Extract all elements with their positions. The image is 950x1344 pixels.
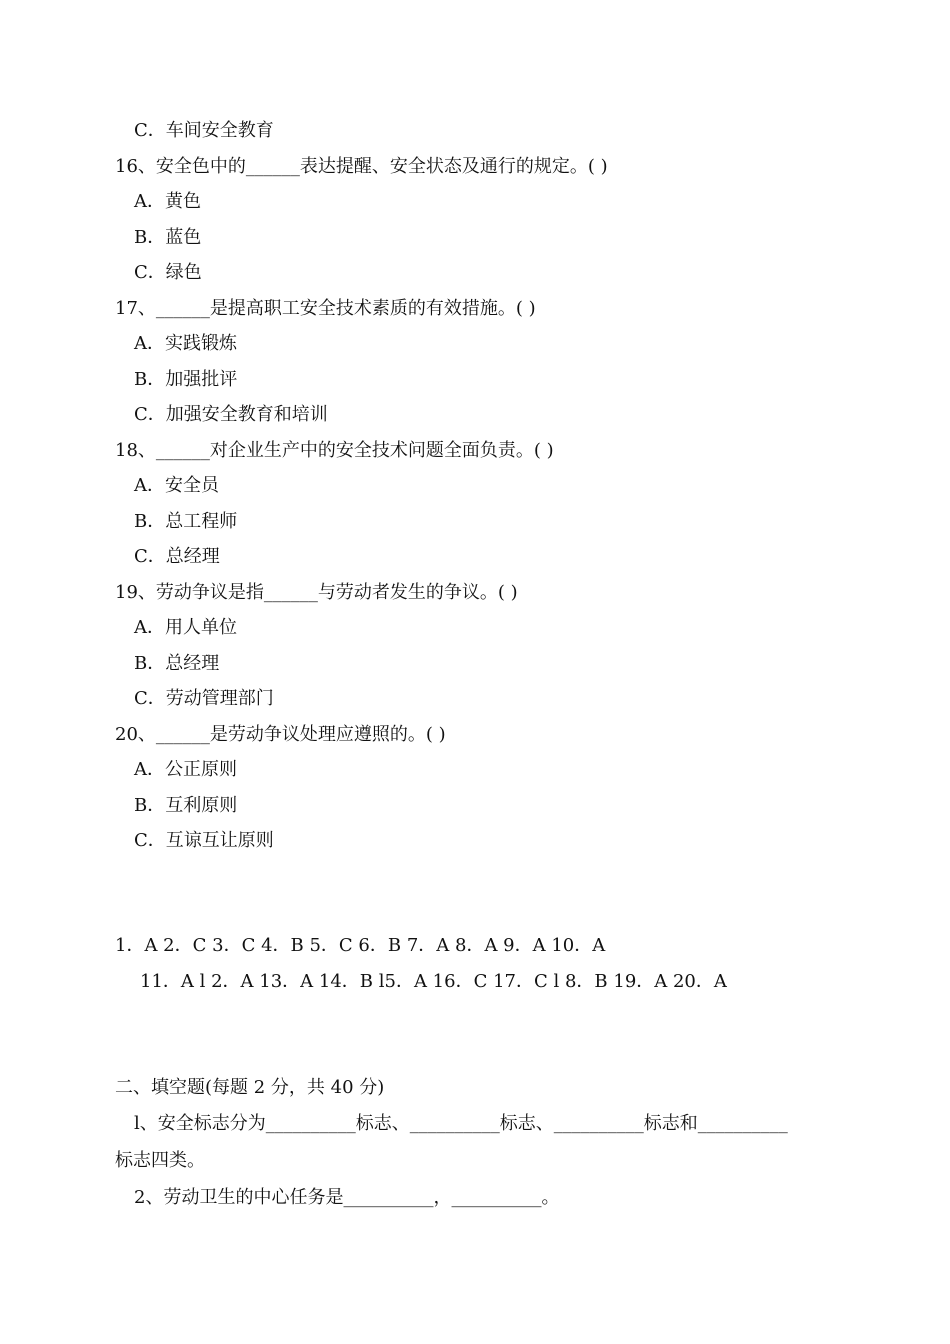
option-19-b: B．总经理 bbox=[134, 653, 220, 674]
fill-item-2: 2、劳动卫生的中心任务是__________，__________。 bbox=[134, 1187, 560, 1208]
option-18-b: B．总工程师 bbox=[134, 511, 238, 532]
option-16-a: A．黄色 bbox=[134, 191, 201, 212]
option-20-c: C．互谅互让原则 bbox=[134, 830, 274, 851]
option-20-a: A．公正原则 bbox=[134, 759, 237, 780]
option-19-a: A．用人单位 bbox=[134, 617, 237, 638]
option-16-b: B．蓝色 bbox=[134, 227, 202, 248]
option-17-b: B．加强批评 bbox=[134, 369, 238, 390]
option-16-c: C．绿色 bbox=[134, 262, 202, 283]
section-2-title: 二、填空题(每题 2 分，共 40 分) bbox=[115, 1077, 385, 1098]
question-19-stem: 19、劳动争议是指______与劳动者发生的争议。( ) bbox=[115, 582, 518, 603]
fill-item-1-line-2: 标志四类。 bbox=[115, 1150, 205, 1171]
option-15-c: C．车间安全教育 bbox=[134, 120, 274, 141]
question-20-stem: 20、______是劳动争议处理应遵照的。( ) bbox=[115, 724, 446, 745]
question-18-stem: 18、______对企业生产中的安全技术问题全面负责。( ) bbox=[115, 440, 554, 461]
option-17-a: A．实践锻炼 bbox=[134, 333, 237, 354]
option-18-a: A．安全员 bbox=[134, 475, 219, 496]
option-20-b: B．互利原则 bbox=[134, 795, 238, 816]
option-19-c: C．劳动管理部门 bbox=[134, 688, 274, 709]
option-17-c: C．加强安全教育和培训 bbox=[134, 404, 328, 425]
answer-key-line-1: 1．A 2．C 3．C 4．B 5．C 6．B 7．A 8．A 9．A 10．A bbox=[115, 935, 606, 956]
fill-item-1-line-1: l、安全标志分为__________标志、__________标志、__________标志和__________ bbox=[134, 1113, 788, 1134]
question-17-stem: 17、______是提高职工安全技术素质的有效措施。( ) bbox=[115, 298, 536, 319]
question-16-stem: 16、安全色中的______表达提醒、安全状态及通行的规定。( ) bbox=[115, 156, 608, 177]
option-18-c: C．总经理 bbox=[134, 546, 220, 567]
answer-key-line-2: 11．A l 2．A 13．A 14．B l5．A 16．C 17．C l 8．B 19．A 20．A bbox=[140, 971, 727, 992]
